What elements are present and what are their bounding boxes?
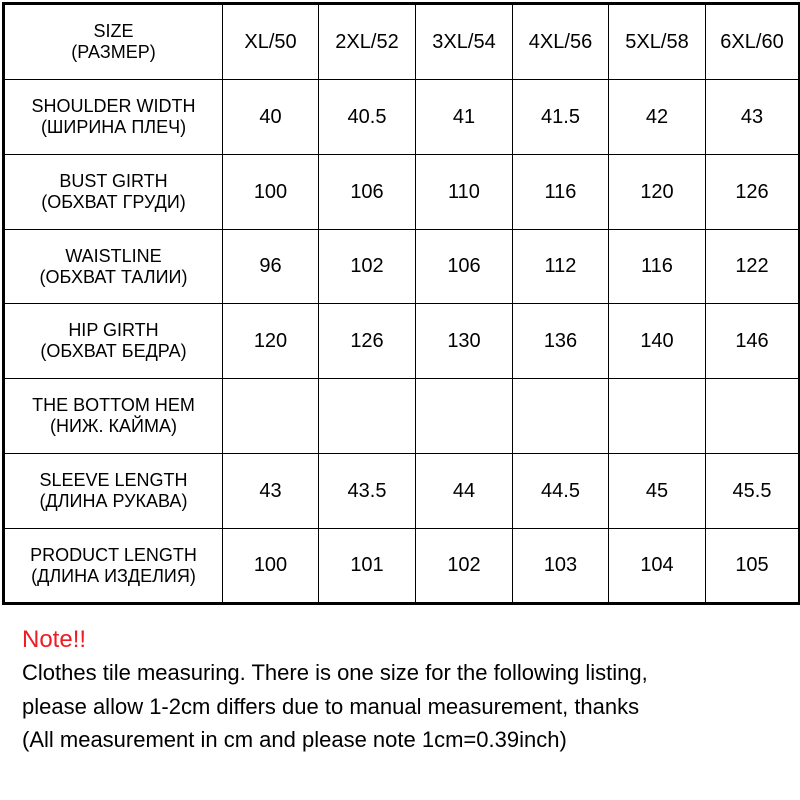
size-header-2xl: 2XL/52 bbox=[319, 4, 416, 80]
row-label-en: WAISTLINE bbox=[65, 245, 162, 266]
note-line: please allow 1-2cm differs due to manual measurement, thanks bbox=[22, 693, 640, 719]
note-title: Note!! bbox=[22, 626, 87, 653]
note-line: (All measurement in cm and please note 1cm=0.39inch) bbox=[22, 727, 567, 752]
table-cell: 45.5 bbox=[706, 454, 800, 529]
row-label-ru: (ОБХВАТ ТАЛИИ) bbox=[39, 266, 188, 287]
table-cell: 112 bbox=[513, 230, 609, 304]
table-cell: 43 bbox=[706, 80, 800, 155]
row-label-ru: (ОБХВАТ ГРУДИ) bbox=[41, 192, 186, 212]
row-label-en: SLEEVE LENGTH bbox=[39, 470, 188, 491]
table-cell-empty bbox=[609, 379, 706, 454]
table-cell: 101 bbox=[319, 529, 416, 604]
size-header-3xl: 3XL/54 bbox=[416, 4, 513, 80]
table-row-hip-girth bbox=[4, 304, 800, 379]
table-cell: 44 bbox=[416, 454, 513, 529]
row-label-en: HIP GIRTH bbox=[68, 320, 159, 341]
row-label-ru: (НИЖ. КАЙМА) bbox=[50, 416, 177, 436]
size-label-ru: (РАЗМЕР) bbox=[71, 42, 156, 62]
size-header-row bbox=[4, 4, 800, 80]
table-cell: 116 bbox=[609, 230, 706, 304]
row-label-en: SHOULDER WIDTH bbox=[31, 96, 196, 117]
row-label bbox=[4, 155, 223, 230]
table-cell: 116 bbox=[513, 155, 609, 230]
table-cell: 43 bbox=[223, 454, 319, 529]
note-line: Clothes tile measuring. There is one size for the following listing, bbox=[22, 660, 648, 685]
size-label-en: SIZE bbox=[93, 21, 134, 42]
table-cell: 96 bbox=[223, 230, 319, 304]
row-label-ru: (ОБХВАТ БЕДРА) bbox=[40, 341, 187, 361]
row-label-en: PRODUCT LENGTH bbox=[30, 544, 197, 565]
row-label bbox=[4, 379, 223, 454]
table-cell: 110 bbox=[416, 155, 513, 230]
row-label bbox=[4, 529, 223, 604]
table-cell: 102 bbox=[416, 529, 513, 604]
row-label-en: THE BOTTOM HEM bbox=[32, 395, 195, 416]
table-cell: 105 bbox=[706, 529, 800, 604]
table-cell: 41 bbox=[416, 80, 513, 155]
size-header-label bbox=[4, 4, 223, 80]
table-cell-empty bbox=[319, 379, 416, 454]
row-label bbox=[4, 454, 223, 529]
table-cell: 41.5 bbox=[513, 80, 609, 155]
size-header-4xl: 4XL/56 bbox=[513, 4, 609, 80]
measurement-note bbox=[22, 624, 797, 757]
row-label-en: BUST GIRTH bbox=[59, 171, 168, 192]
table-cell: 103 bbox=[513, 529, 609, 604]
table-cell-empty bbox=[706, 379, 800, 454]
table-cell: 104 bbox=[609, 529, 706, 604]
row-label bbox=[4, 230, 223, 304]
table-cell: 43.5 bbox=[319, 454, 416, 529]
table-row-shoulder-width bbox=[4, 80, 800, 155]
table-cell-empty bbox=[223, 379, 319, 454]
table-cell: 126 bbox=[319, 304, 416, 379]
table-cell: 44.5 bbox=[513, 454, 609, 529]
table-cell: 45 bbox=[609, 454, 706, 529]
row-label-ru: (ШИРИНА ПЛЕЧ) bbox=[40, 117, 187, 137]
table-cell: 100 bbox=[223, 529, 319, 604]
row-label bbox=[4, 80, 223, 155]
row-label-ru: (ДЛИНА ИЗДЕЛИЯ) bbox=[31, 565, 196, 586]
table-cell: 126 bbox=[706, 155, 800, 230]
size-header-5xl: 5XL/58 bbox=[609, 4, 706, 80]
table-cell: 40 bbox=[223, 80, 319, 155]
table-cell: 106 bbox=[319, 155, 416, 230]
table-cell: 102 bbox=[319, 230, 416, 304]
table-cell: 40.5 bbox=[319, 80, 416, 155]
table-row-bottom-hem bbox=[4, 379, 800, 454]
table-cell: 130 bbox=[416, 304, 513, 379]
table-row-waistline bbox=[4, 230, 800, 304]
table-cell: 100 bbox=[223, 155, 319, 230]
table-cell: 122 bbox=[706, 230, 800, 304]
table-cell-empty bbox=[416, 379, 513, 454]
table-cell: 106 bbox=[416, 230, 513, 304]
table-row-bust-girth bbox=[4, 155, 800, 230]
table-cell: 140 bbox=[609, 304, 706, 379]
table-cell: 146 bbox=[706, 304, 800, 379]
size-chart-table bbox=[2, 2, 800, 605]
table-cell: 136 bbox=[513, 304, 609, 379]
size-header-6xl: 6XL/60 bbox=[706, 4, 800, 80]
table-row-product-length bbox=[4, 529, 800, 604]
row-label bbox=[4, 304, 223, 379]
table-cell: 120 bbox=[223, 304, 319, 379]
size-header-xl: XL/50 bbox=[223, 4, 319, 80]
table-cell-empty bbox=[513, 379, 609, 454]
row-label-ru: (ДЛИНА РУКАВА) bbox=[39, 491, 188, 511]
table-cell: 120 bbox=[609, 155, 706, 230]
table-row-sleeve-length bbox=[4, 454, 800, 529]
table-cell: 42 bbox=[609, 80, 706, 155]
